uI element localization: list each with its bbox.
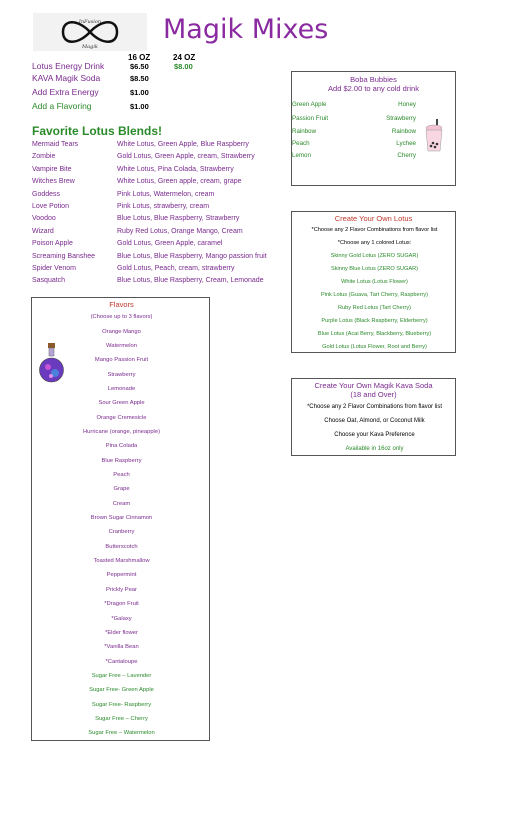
boba-subtitle: Add $2.00 to any cold drink <box>328 84 419 93</box>
flavor-item: Orange Mango <box>102 328 141 335</box>
flavor-item: Mango Passion Fruit <box>94 357 149 364</box>
create-lotus-line: Skinny Gold Lotus (ZERO SUGAR) <box>330 253 419 259</box>
flavor-item: Peppermint <box>106 572 137 579</box>
boba-cup-icon <box>424 119 444 153</box>
blend-desc: White Lotus, Green Apple, Blue Raspberry <box>117 141 249 148</box>
blend-row <box>32 275 264 287</box>
boba-left: Green Apple <box>292 101 327 108</box>
blend-row <box>32 213 239 225</box>
create-kava-box <box>291 378 456 456</box>
price-label: Add Extra Energy <box>32 87 99 97</box>
create-lotus-line: Pink Lotus (Guava, Tart Cherry, Raspberry) <box>320 292 429 298</box>
boba-row <box>292 140 416 147</box>
flavor-item: Sour Green Apple <box>98 400 145 407</box>
blend-name: Screaming Banshee <box>32 252 96 260</box>
blend-row <box>32 176 242 188</box>
flavor-item: Toasted Marshmallow <box>93 558 150 565</box>
blend-name: Voodoo <box>32 215 56 223</box>
flavor-item: *Dragon Fruit <box>104 601 139 608</box>
blend-desc: Blue Lotus, Blue Raspberry, Strawberry <box>117 215 240 223</box>
logo <box>33 13 147 51</box>
flavor-item: Blue Raspberry <box>101 457 142 464</box>
boba-left: Rainbow <box>292 128 317 135</box>
boba-right: Lychee <box>396 140 416 147</box>
price-row <box>32 87 174 97</box>
logo-text-top: InFusion <box>78 19 102 25</box>
blend-row <box>32 201 209 213</box>
create-lotus-box <box>291 211 456 353</box>
flavor-item: *Cantaloupe <box>105 658 138 665</box>
create-lotus-line: White Lotus (Lotus Flower) <box>341 279 408 285</box>
create-lotus-line: *Choose any 2 Flavor Combinations from flavor list <box>311 227 438 233</box>
flavor-item: Butterscotch <box>105 543 138 550</box>
boba-left: Lemon <box>292 152 311 159</box>
size-24-header: 24 OZ <box>173 53 196 62</box>
boba-left: Peach <box>292 140 310 147</box>
blend-desc: Gold Lotus, Green Apple, cream, Strawberry <box>117 153 255 161</box>
flavor-item: Cranberry <box>108 529 135 536</box>
flavor-item: Strawberry <box>107 371 136 378</box>
flavor-item: Brown Sugar Cinnamon <box>90 515 153 522</box>
boba-left: Passion Fruit <box>292 115 329 122</box>
flavor-item: Pina Colada <box>105 443 138 450</box>
blend-row <box>32 189 214 201</box>
boba-title: Boba Bubbies <box>350 75 397 84</box>
create-lotus-line: Gold Lotus (Lotus Flower, Root and Berry) <box>322 344 427 350</box>
blend-name: Goddess <box>32 190 61 198</box>
flavor-item: Sugar Free- Raspberry <box>91 701 152 708</box>
size-16-header: 16 OZ <box>128 53 151 62</box>
blend-desc: Ruby Red Lotus, Orange Mango, Cream <box>117 227 243 235</box>
page-title: Magik Mixes <box>163 14 329 45</box>
flavors-subtitle: (Choose up to 3 flavors) <box>90 314 153 320</box>
price-label: KAVA Magik Soda <box>32 73 101 83</box>
flavor-item: Peach <box>113 472 130 478</box>
flavor-item: *Elder flower <box>105 629 138 636</box>
create-lotus-line: Blue Lotus (Acai Berry, Blackberry, Blueberry) <box>317 331 432 337</box>
flavor-item: Grape <box>113 486 130 493</box>
price-label: Lotus Energy Drink <box>32 61 105 71</box>
price-row <box>32 61 218 71</box>
flavors-box <box>31 297 210 741</box>
boba-right: Honey <box>398 101 416 108</box>
blend-name: Zombie <box>32 153 56 161</box>
price-16: $1.00 <box>130 88 149 97</box>
flavor-item: Sugar Free – Cherry <box>95 715 148 722</box>
blend-name: Love Potion <box>32 203 69 210</box>
boba-row <box>292 152 416 159</box>
blend-row <box>32 238 222 250</box>
create-kava-line: Choose Oat, Almond, or Coconut Milk <box>324 418 425 424</box>
create-lotus-line: Ruby Red Lotus (Tart Cherry) <box>337 305 412 311</box>
blend-desc: Blue Lotus, Blue Raspberry, Mango passion fruit <box>117 252 267 260</box>
price-row <box>32 101 174 111</box>
flavor-item: Watermelon <box>105 342 138 349</box>
blend-name: Witches Brew <box>32 178 75 186</box>
create-lotus-line: Skinny Blue Lotus (ZERO SUGAR) <box>330 266 419 272</box>
price-24: $8.00 <box>174 62 193 71</box>
potion-bottle-icon <box>39 343 64 385</box>
flavor-item: *Vanilla Bean <box>104 644 139 651</box>
price-16: $6.50 <box>130 62 149 71</box>
create-kava-line: *Choose any 2 Flavor Combinations from flavor list <box>306 404 443 410</box>
create-kava-subtitle: (18 and Over) <box>350 390 397 399</box>
create-lotus-title: Create Your Own Lotus <box>334 214 413 223</box>
price-16: $8.50 <box>130 74 149 83</box>
create-kava-title: Create Your Own Magik Kava Soda <box>314 381 433 390</box>
blend-desc: White Lotus, Pina Colada, Strawberry <box>117 165 234 173</box>
flavor-item: Sugar Free – Watermelon <box>88 730 155 737</box>
blend-name: Wizard <box>32 227 54 235</box>
flavor-item: Hurricane (orange, pineapple) <box>82 428 160 435</box>
blend-name: Mermaid Tears <box>32 141 79 148</box>
blend-row <box>32 263 235 275</box>
blend-row <box>32 226 243 238</box>
blend-name: Spider Venom <box>32 265 76 272</box>
create-lotus-line: Purple Lotus (Black Raspberry, Elderberry) <box>321 318 428 324</box>
flavor-item: Sugar Free – Lavender <box>91 672 152 679</box>
blend-row <box>32 139 249 151</box>
flavors-title: Flavors <box>109 300 134 309</box>
flavor-item: Prickly Pear <box>106 586 137 593</box>
blend-desc: Pink Lotus, Watermelon, cream <box>117 190 215 198</box>
blend-desc: Gold Lotus, Green Apple, caramel <box>117 240 223 248</box>
create-kava-line: Choose your Kava Preference <box>334 432 415 438</box>
boba-right: Strawberry <box>386 115 416 122</box>
blend-desc: Blue Lotus, Blue Raspberry, Cream, Lemonade <box>117 277 264 285</box>
blend-row <box>32 251 267 263</box>
flavor-item: *Galaxy <box>111 615 132 622</box>
blends-title: Favorite Lotus Blends! <box>32 124 163 138</box>
blend-desc: Pink Lotus, strawberry, cream <box>117 203 210 210</box>
boba-row <box>292 128 416 135</box>
create-lotus-line: *Choose any 1 colored Lotus: <box>337 240 412 246</box>
create-kava-line: Available in 16oz only <box>345 446 404 452</box>
blend-desc: White Lotus, Green apple, cream, grape <box>117 178 242 186</box>
flavor-item: Cream <box>112 500 131 507</box>
boba-row <box>292 101 416 108</box>
logo-text-bottom: Magik <box>82 44 98 50</box>
blend-name: Poison Apple <box>32 240 73 248</box>
boba-row <box>292 115 416 122</box>
flavor-item: Lemonade <box>107 385 136 392</box>
boba-right: Cherry <box>397 152 416 159</box>
blend-name: Sasquatch <box>32 277 66 285</box>
price-row <box>32 73 174 83</box>
price-16: $1.00 <box>130 102 149 111</box>
boba-right: Rainbow <box>391 128 416 135</box>
blend-desc: Gold Lotus, Peach, cream, strawberry <box>117 265 235 272</box>
price-label: Add a Flavoring <box>32 101 92 111</box>
boba-box <box>291 71 456 186</box>
blend-name: Vampire Bite <box>32 165 72 173</box>
flavor-item: Orange Cremesicle <box>96 414 147 421</box>
blend-row <box>32 151 255 163</box>
infinity-logo-icon <box>33 13 147 51</box>
flavor-item: Sugar Free- Green Apple <box>89 687 154 694</box>
blend-row <box>32 164 234 176</box>
